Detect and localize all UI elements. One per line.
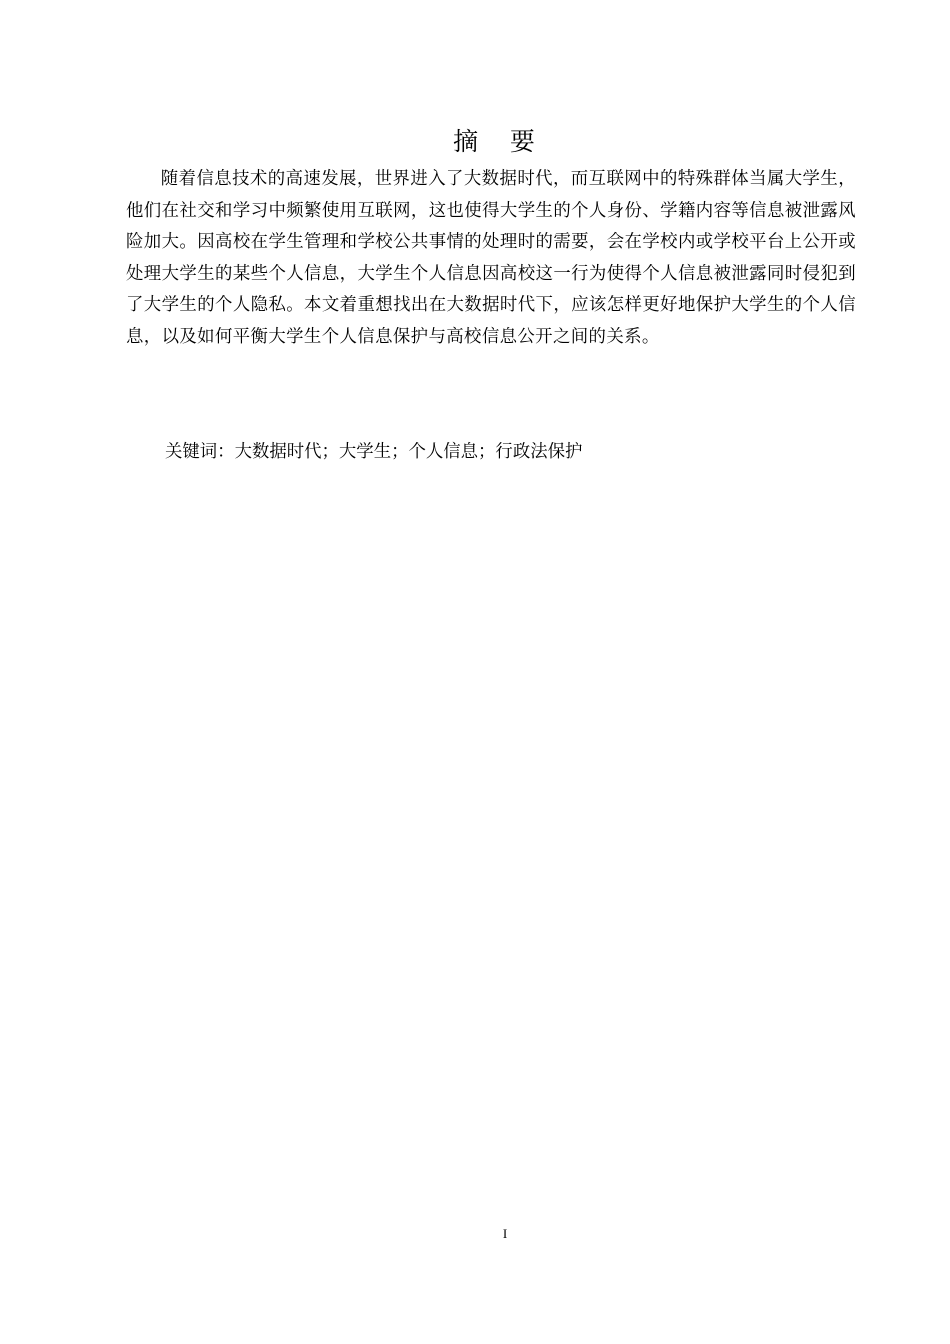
abstract-paragraph: 随着信息技术的高速发展，世界进入了大数据时代，而互联网中的特殊群体当属大学生，他们在社交和学习中频繁使用互联网，这也使得大学生的个人身份、学籍内容等信息被泄露风险加大。因高校在学生管理和学校公共事情的处理时的需要，会在学校内或学校平台上公开或处理大学生的某些个人信息，大学生个人信息因高校这一行为使得个人信息被泄露同时侵犯到了大学生的个人隐私。本文着重想找出在大数据时代下，应该怎样更好地保护大学生的个人信息，以及如何平衡大学生个人信息保护与高校信息公开之间的关系。 xyxy=(126,169,856,347)
keywords-line: 关键词：大数据时代；大学生；个人信息；行政法保护 xyxy=(165,442,583,462)
abstract-title: 摘 要 xyxy=(453,127,535,156)
page-number: I xyxy=(502,1226,508,1241)
